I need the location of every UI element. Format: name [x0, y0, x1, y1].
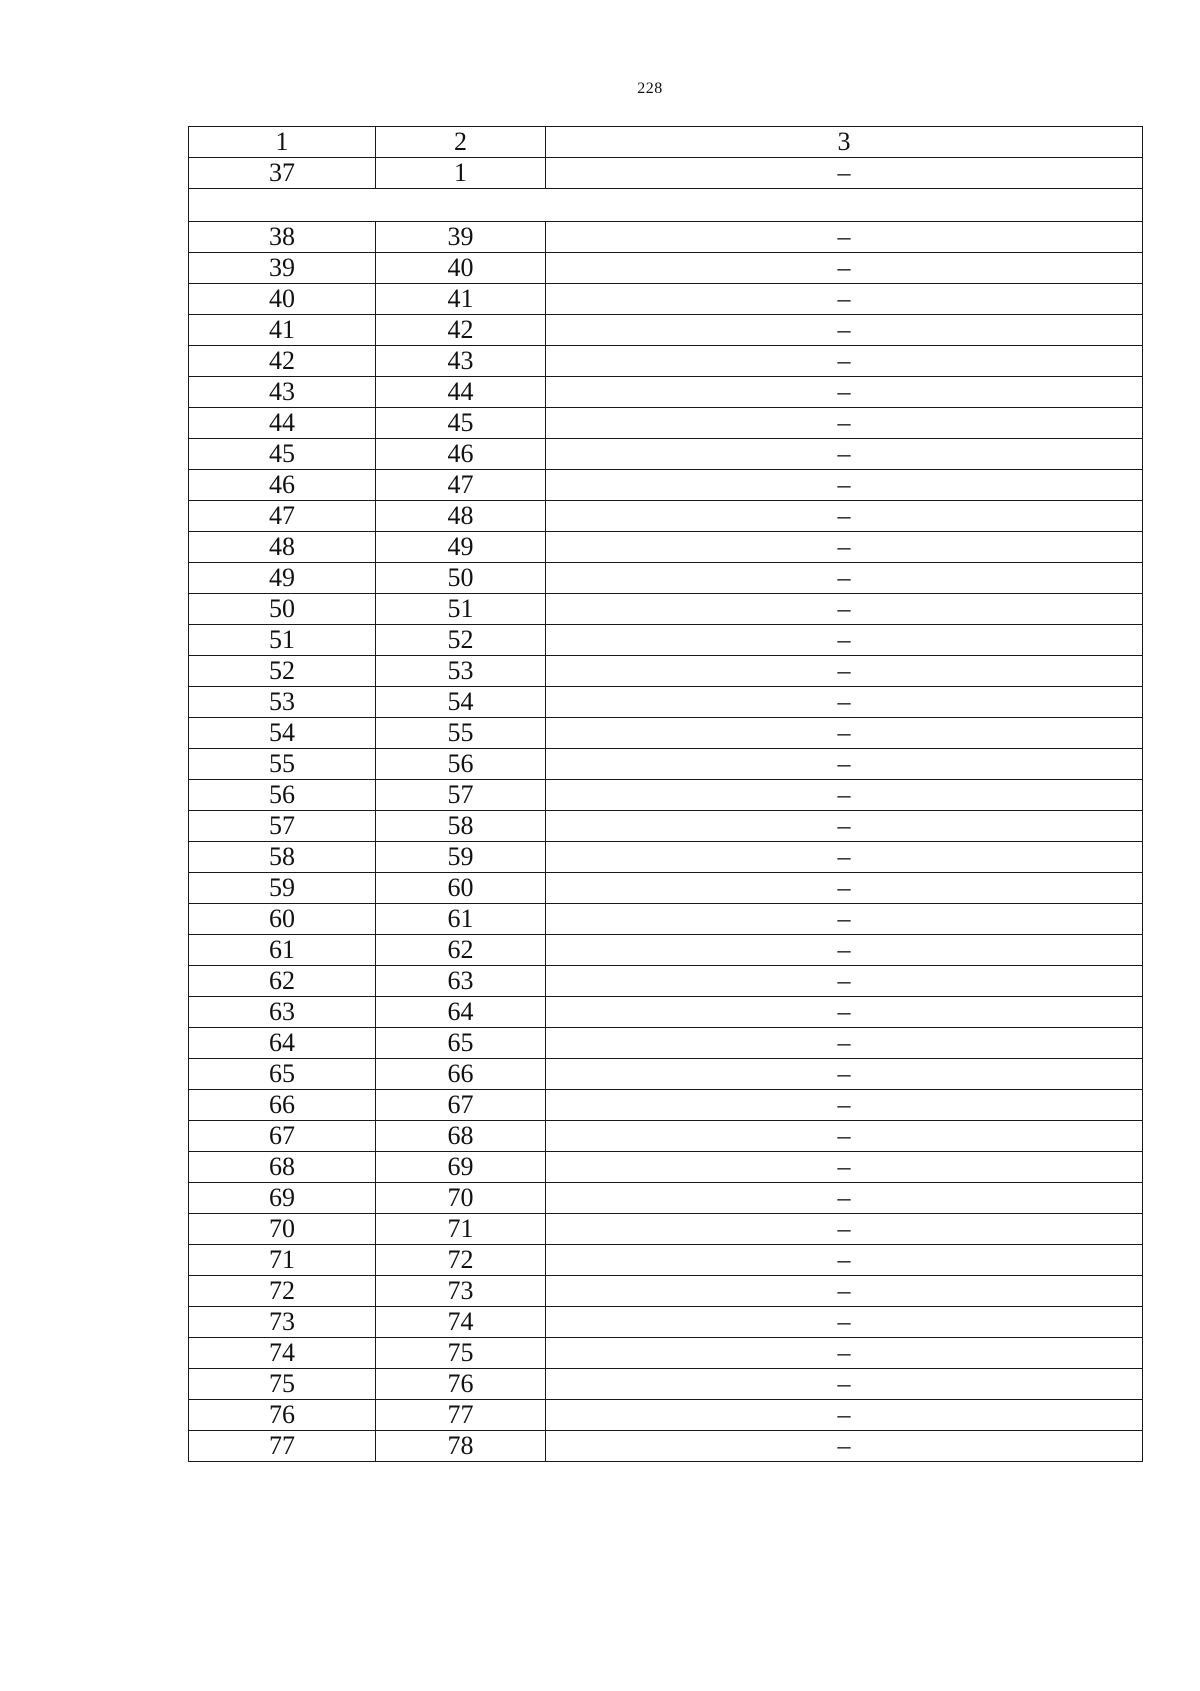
table-row — [189, 780, 1143, 811]
table-body — [189, 127, 1143, 1462]
table-row — [189, 439, 1143, 470]
table-row — [189, 1214, 1143, 1245]
table-cell: 65 — [189, 1059, 376, 1090]
table-cell: 54 — [376, 687, 546, 718]
table-cell: – — [546, 687, 1143, 718]
table-cell: 48 — [189, 532, 376, 563]
table-cell: – — [546, 158, 1143, 189]
table-cell: 73 — [376, 1276, 546, 1307]
table-cell: 64 — [189, 1028, 376, 1059]
table-row — [189, 563, 1143, 594]
table-cell: – — [546, 1431, 1143, 1462]
table-cell: – — [546, 594, 1143, 625]
table-cell: 46 — [376, 439, 546, 470]
table-cell: 56 — [189, 780, 376, 811]
table-cell: 51 — [189, 625, 376, 656]
table-cell: – — [546, 284, 1143, 315]
table-cell: 1 — [376, 158, 546, 189]
table-cell: 49 — [189, 563, 376, 594]
table-cell: 59 — [376, 842, 546, 873]
table-row — [189, 501, 1143, 532]
table-row — [189, 1338, 1143, 1369]
table-cell: 77 — [376, 1400, 546, 1431]
table-row — [189, 935, 1143, 966]
table-cell: – — [546, 408, 1143, 439]
table-cell: – — [546, 1245, 1143, 1276]
table-cell: 41 — [189, 315, 376, 346]
table-row — [189, 687, 1143, 718]
table-cell: – — [546, 997, 1143, 1028]
table-cell: 43 — [189, 377, 376, 408]
table-cell: – — [546, 532, 1143, 563]
table-cell: – — [546, 749, 1143, 780]
table-row — [189, 1400, 1143, 1431]
table-cell: – — [546, 811, 1143, 842]
table-cell: – — [546, 1090, 1143, 1121]
table-cell: 39 — [189, 253, 376, 284]
header-cell: 3 — [546, 127, 1143, 158]
table-row — [189, 904, 1143, 935]
table-cell: – — [546, 470, 1143, 501]
table-cell: 74 — [376, 1307, 546, 1338]
data-table — [188, 126, 1143, 1462]
table-cell: 57 — [189, 811, 376, 842]
table-row — [189, 532, 1143, 563]
table-cell: 55 — [376, 718, 546, 749]
table-cell: – — [546, 780, 1143, 811]
table-row — [189, 1059, 1143, 1090]
table-row — [189, 408, 1143, 439]
table-cell: 61 — [376, 904, 546, 935]
table-cell: 64 — [376, 997, 546, 1028]
table-cell: 48 — [376, 501, 546, 532]
table-cell: 45 — [376, 408, 546, 439]
table-cell: – — [546, 1276, 1143, 1307]
table-cell: 43 — [376, 346, 546, 377]
table-cell: 47 — [376, 470, 546, 501]
table-cell: 38 — [189, 222, 376, 253]
table-row — [189, 1369, 1143, 1400]
table-cell: 75 — [376, 1338, 546, 1369]
table-cell: 39 — [376, 222, 546, 253]
table-cell: 74 — [189, 1338, 376, 1369]
table-cell: 71 — [189, 1245, 376, 1276]
table-cell: – — [546, 377, 1143, 408]
table-cell: 61 — [189, 935, 376, 966]
table-cell: 44 — [189, 408, 376, 439]
table-row — [189, 1307, 1143, 1338]
table-cell: 68 — [376, 1121, 546, 1152]
blank-row — [189, 189, 1143, 222]
page-number: 228 — [637, 80, 663, 97]
table-cell: 57 — [376, 780, 546, 811]
table-cell: 75 — [189, 1369, 376, 1400]
table-cell: 37 — [189, 158, 376, 189]
table-cell: 51 — [376, 594, 546, 625]
table-row — [189, 625, 1143, 656]
table-row — [189, 966, 1143, 997]
table-row — [189, 315, 1143, 346]
table-cell: 66 — [189, 1090, 376, 1121]
table-row — [189, 749, 1143, 780]
table-cell: – — [546, 346, 1143, 377]
table-cell: 76 — [189, 1400, 376, 1431]
table-cell: 69 — [376, 1152, 546, 1183]
table-cell: 76 — [376, 1369, 546, 1400]
table-row — [189, 997, 1143, 1028]
table-row — [189, 158, 1143, 189]
table-cell: – — [546, 222, 1143, 253]
table-cell: – — [546, 842, 1143, 873]
table-cell: – — [546, 935, 1143, 966]
table-cell: 71 — [376, 1214, 546, 1245]
table-cell: 46 — [189, 470, 376, 501]
table-cell: – — [546, 1214, 1143, 1245]
table-cell: 54 — [189, 718, 376, 749]
table-cell: 58 — [376, 811, 546, 842]
table-cell: 72 — [376, 1245, 546, 1276]
table-row — [189, 1183, 1143, 1214]
table-cell: 56 — [376, 749, 546, 780]
table-cell: – — [546, 966, 1143, 997]
table-row — [189, 656, 1143, 687]
table-cell: 60 — [376, 873, 546, 904]
table-cell: 67 — [189, 1121, 376, 1152]
table-cell: – — [546, 1183, 1143, 1214]
table-cell: 77 — [189, 1431, 376, 1462]
table-row — [189, 470, 1143, 501]
table-cell: – — [546, 1338, 1143, 1369]
table-cell: – — [546, 439, 1143, 470]
table-cell: – — [546, 625, 1143, 656]
table-cell: 72 — [189, 1276, 376, 1307]
table-row — [189, 222, 1143, 253]
table-cell: 58 — [189, 842, 376, 873]
table-cell: – — [546, 1307, 1143, 1338]
table-row — [189, 1276, 1143, 1307]
table-cell: – — [546, 1400, 1143, 1431]
table-cell: 53 — [376, 656, 546, 687]
table-cell: – — [546, 501, 1143, 532]
table-cell: 42 — [376, 315, 546, 346]
table-cell: – — [546, 1059, 1143, 1090]
table-row — [189, 284, 1143, 315]
table-cell: 63 — [189, 997, 376, 1028]
table-cell: 62 — [376, 935, 546, 966]
table-row — [189, 253, 1143, 284]
header-cell: 1 — [189, 127, 376, 158]
table-header-row — [189, 127, 1143, 158]
table-cell: 40 — [376, 253, 546, 284]
table-row — [189, 594, 1143, 625]
table-cell: – — [546, 1121, 1143, 1152]
table-cell: 66 — [376, 1059, 546, 1090]
table-cell: – — [546, 873, 1143, 904]
table-cell: – — [546, 1028, 1143, 1059]
table-cell: 55 — [189, 749, 376, 780]
header-cell: 2 — [376, 127, 546, 158]
table-cell: 67 — [376, 1090, 546, 1121]
table-row — [189, 377, 1143, 408]
table-cell: 42 — [189, 346, 376, 377]
table-cell: 78 — [376, 1431, 546, 1462]
table-row — [189, 842, 1143, 873]
table-cell: 47 — [189, 501, 376, 532]
table-cell: 60 — [189, 904, 376, 935]
table-cell: – — [546, 904, 1143, 935]
table-row — [189, 1152, 1143, 1183]
table-cell: 65 — [376, 1028, 546, 1059]
table-cell: – — [546, 563, 1143, 594]
table-cell: 40 — [189, 284, 376, 315]
table-cell: – — [546, 253, 1143, 284]
table-row — [189, 1028, 1143, 1059]
blank-cell — [189, 189, 1143, 222]
table-cell: 73 — [189, 1307, 376, 1338]
table-cell: 41 — [376, 284, 546, 315]
table-cell: 45 — [189, 439, 376, 470]
table-cell: – — [546, 718, 1143, 749]
table-cell: 59 — [189, 873, 376, 904]
table-cell: 63 — [376, 966, 546, 997]
table-cell: 52 — [189, 656, 376, 687]
table-row — [189, 718, 1143, 749]
table-row — [189, 1121, 1143, 1152]
table-cell: 49 — [376, 532, 546, 563]
table-row — [189, 1090, 1143, 1121]
table-cell: 70 — [376, 1183, 546, 1214]
table-row — [189, 346, 1143, 377]
table-cell: 50 — [189, 594, 376, 625]
table-cell: 68 — [189, 1152, 376, 1183]
table-cell: – — [546, 656, 1143, 687]
table-cell: 70 — [189, 1214, 376, 1245]
table-row — [189, 1431, 1143, 1462]
table-cell: – — [546, 1369, 1143, 1400]
table-cell: 53 — [189, 687, 376, 718]
table-cell: 50 — [376, 563, 546, 594]
table-cell: – — [546, 315, 1143, 346]
table-cell: 62 — [189, 966, 376, 997]
table-cell: 44 — [376, 377, 546, 408]
table-row — [189, 873, 1143, 904]
table-cell: 52 — [376, 625, 546, 656]
table-row — [189, 1245, 1143, 1276]
table-cell: – — [546, 1152, 1143, 1183]
table-cell: 69 — [189, 1183, 376, 1214]
table-row — [189, 811, 1143, 842]
